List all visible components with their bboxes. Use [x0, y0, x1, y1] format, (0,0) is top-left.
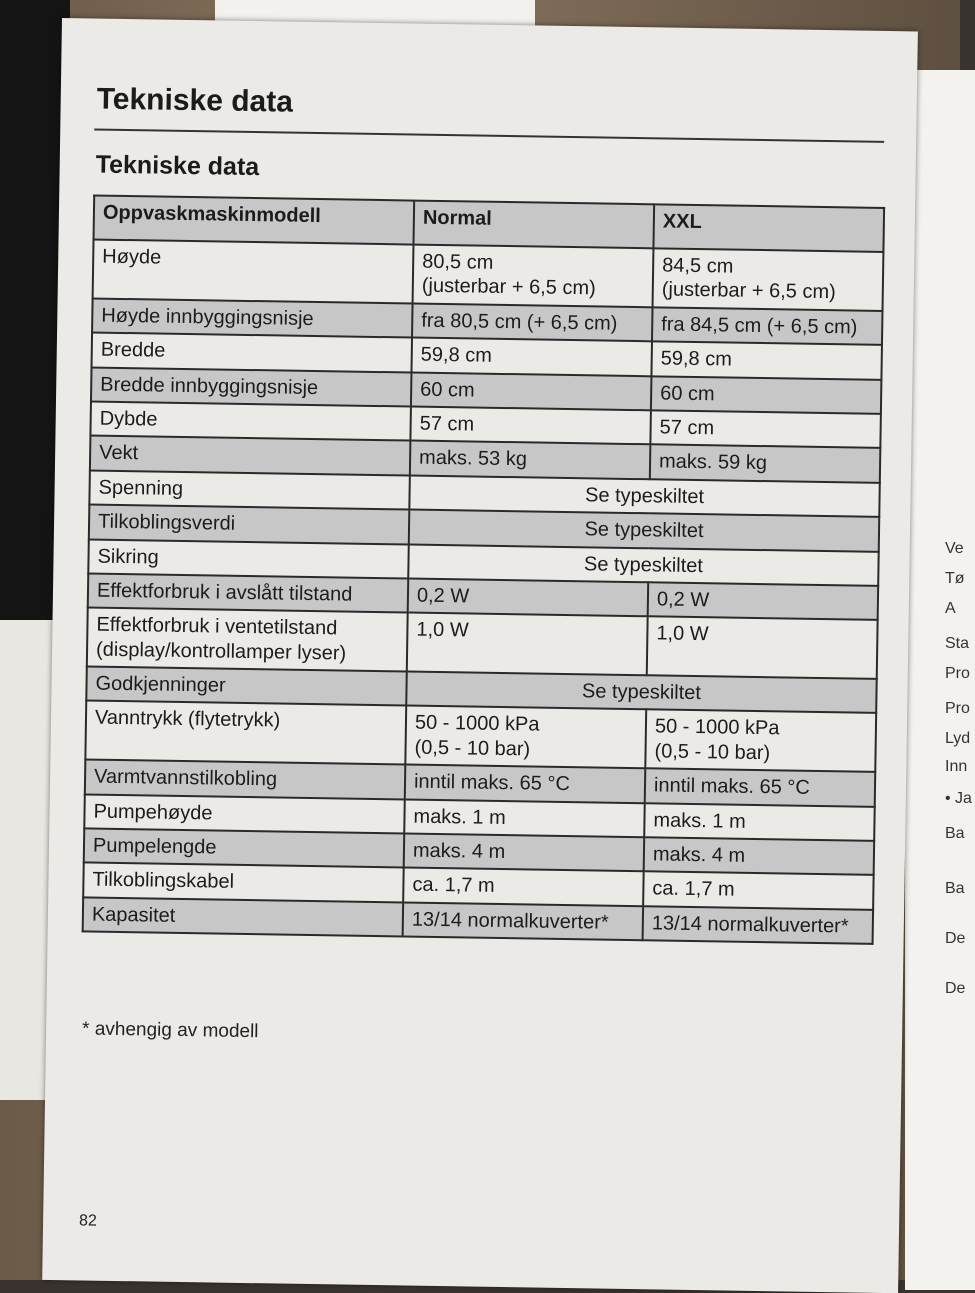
- row-value-normal: ca. 1,7 m: [403, 868, 644, 906]
- row-value-xxl: 60 cm: [651, 376, 882, 414]
- row-label: Bredde: [92, 333, 413, 372]
- row-label: Sikring: [88, 539, 409, 578]
- facing-page-text: Lyd: [945, 730, 971, 747]
- row-label: Pumpelengde: [84, 828, 405, 867]
- row-label: Effektforbruk i avslått tilstand: [88, 573, 409, 612]
- header-divider: [94, 129, 884, 143]
- row-value-normal: inntil maks. 65 °C: [405, 765, 646, 803]
- row-label: Dybde: [90, 401, 411, 440]
- row-value-xxl: 13/14 normalkuverter*: [643, 906, 874, 944]
- row-label: Bredde innbyggingsnisje: [91, 367, 412, 406]
- facing-page-text: • Ja: [945, 790, 972, 807]
- row-value-xxl: 84,5 cm (justerbar + 6,5 cm): [653, 248, 884, 310]
- footnote: * avhengig av modell: [81, 1018, 259, 1043]
- row-value-normal: maks. 1 m: [404, 799, 645, 837]
- column-header-normal: Normal: [413, 201, 654, 249]
- page-number: 82: [78, 1212, 98, 1230]
- row-value-xxl: inntil maks. 65 °C: [645, 769, 876, 807]
- facing-page-text: Pro: [945, 665, 970, 682]
- facing-page-text: Pro: [945, 700, 970, 717]
- facing-page-text: Tø: [945, 570, 965, 587]
- facing-page-text: Sta: [945, 635, 970, 652]
- page-header-title: Tekniske data: [96, 82, 294, 119]
- row-value-both: Se typeskiltet: [406, 672, 876, 714]
- row-value-xxl: 57 cm: [650, 410, 881, 448]
- row-value-both: Se typeskiltet: [408, 544, 878, 586]
- facing-page-text: A: [945, 600, 956, 617]
- row-value-xxl: 1,0 W: [647, 617, 878, 679]
- facing-page-text: Ve: [945, 540, 964, 557]
- row-value-both: Se typeskiltet: [409, 510, 879, 552]
- row-label: Vekt: [90, 436, 411, 475]
- facing-page-text: De: [945, 980, 966, 997]
- section-title: Tekniske data: [95, 150, 260, 182]
- row-value-both: Se typeskiltet: [409, 475, 879, 517]
- row-value-normal: 57 cm: [410, 406, 651, 444]
- row-value-xxl: ca. 1,7 m: [643, 872, 874, 910]
- row-label: Tilkoblingskabel: [83, 863, 404, 902]
- row-value-normal: 60 cm: [411, 372, 652, 410]
- row-label: Varmtvannstilkobling: [85, 760, 406, 799]
- row-value-normal: 0,2 W: [408, 578, 649, 616]
- row-value-normal: maks. 53 kg: [410, 441, 651, 479]
- facing-page-text: Ba: [945, 825, 965, 842]
- row-value-normal: fra 80,5 cm (+ 6,5 cm): [412, 303, 653, 341]
- technical-data-table: [82, 195, 885, 946]
- row-value-xxl: 59,8 cm: [651, 341, 882, 379]
- column-header-model: Oppvaskmaskinmodell: [94, 196, 415, 245]
- row-label: Godkjenninger: [86, 667, 407, 706]
- row-label: Tilkoblingsverdi: [89, 505, 410, 544]
- row-value-normal: 13/14 normalkuverter*: [403, 902, 644, 940]
- row-label: Kapasitet: [83, 897, 404, 936]
- row-value-xxl: maks. 59 kg: [650, 445, 881, 483]
- row-label: Høyde innbyggingsnisje: [92, 298, 413, 337]
- row-label: Vanntrykk (flytetrykk): [85, 701, 406, 765]
- facing-page-text: De: [945, 930, 966, 947]
- row-value-normal: maks. 4 m: [404, 834, 645, 872]
- row-value-xxl: maks. 4 m: [644, 837, 875, 875]
- row-label: Spenning: [89, 470, 410, 509]
- facing-page-text: Inn: [945, 758, 968, 775]
- row-label: Høyde: [93, 240, 414, 304]
- row-value-normal: 59,8 cm: [411, 338, 652, 376]
- row-value-normal: 80,5 cm (justerbar + 6,5 cm): [413, 245, 654, 308]
- column-header-xxl: XXL: [653, 204, 884, 252]
- facing-page-text: Ba: [945, 880, 965, 897]
- facing-page: [905, 70, 975, 1290]
- row-value-xxl: fra 84,5 cm (+ 6,5 cm): [652, 307, 883, 345]
- row-value-normal: 1,0 W: [407, 613, 648, 676]
- row-value-xxl: 50 - 1000 kPa (0,5 - 10 bar): [645, 710, 876, 772]
- row-label: Pumpehøyde: [84, 794, 405, 833]
- row-value-normal: 50 - 1000 kPa (0,5 - 10 bar): [405, 706, 646, 769]
- manual-page: [42, 18, 918, 1293]
- row-value-xxl: 0,2 W: [648, 582, 879, 620]
- row-label: Effektforbruk i ventetilstand (display/kontrollamper lyser): [87, 608, 408, 672]
- row-value-xxl: maks. 1 m: [644, 803, 875, 841]
